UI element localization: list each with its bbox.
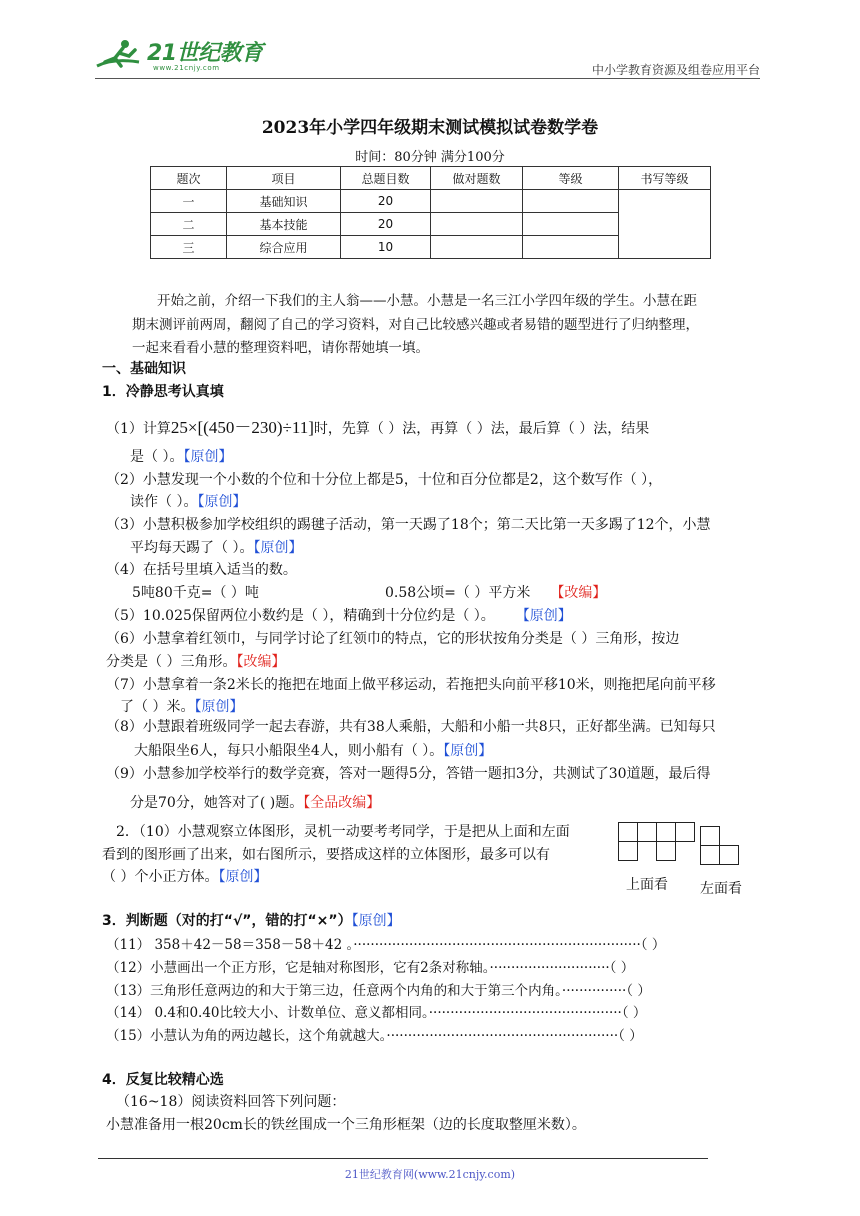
table-cell: 20 — [341, 213, 431, 236]
question-2-cont: 读作（ ）。【原创】 — [130, 494, 247, 510]
tag-original: 【原创】 — [197, 494, 247, 510]
question-4: （4）在括号里填入适当的数。 — [106, 562, 297, 578]
intro-line: 一起来看看小慧的整理资料吧，请你帮她填一填。 — [132, 340, 429, 356]
logo — [95, 36, 265, 76]
table-cell: 综合应用 — [227, 236, 341, 259]
tag-adapted: 【改编】 — [236, 654, 286, 670]
table-cell-input[interactable] — [523, 236, 619, 259]
table-cell: 20 — [341, 190, 431, 213]
top-view-label: 上面看 — [626, 877, 668, 893]
tag-original: 【原创】 — [194, 699, 244, 715]
grid-cell — [618, 822, 638, 842]
table-cell-input[interactable] — [431, 236, 523, 259]
question-2: （2）小慧发现一个小数的个位和十分位上都是5，十位和百分位都是2，这个数写作（ ）， — [106, 472, 663, 488]
table-cell: 三 — [151, 236, 227, 259]
left-view-label: 左面看 — [700, 881, 742, 897]
tag-original: 【原创】 — [183, 449, 233, 465]
intro-line: 期末测评前两周，翻阅了自己的学习资料，对自己比较感兴趣或者易错的题型进行了归纳整理， — [132, 317, 699, 333]
question-6-cont: 分类是（ ）三角形。【改编】 — [106, 654, 286, 670]
page-title: 2023年小学四年级期末测试模拟试卷数学卷 — [261, 118, 599, 138]
table-header-cell: 等级 — [523, 167, 619, 190]
tag-original: 【原创】 — [443, 743, 493, 759]
page-header — [95, 30, 760, 80]
table-row — [151, 190, 711, 213]
judge-item: （14） 0.4和0.40比较大小、计数单位、意义都相同。·············································（ ） — [106, 1005, 647, 1021]
table-cell-input[interactable] — [523, 213, 619, 236]
question-10-cont: 看到的图形画了出来，如右图所示，要搭成这样的立体图形，最多可以有 — [102, 847, 550, 863]
tag-original: 【原创】 — [522, 608, 572, 624]
exam-info: 时间：80分钟 满分100分 — [355, 150, 505, 165]
table-cell-input[interactable] — [431, 190, 523, 213]
logo-text: 21世纪教育 — [147, 41, 263, 66]
table-cell-input[interactable] — [431, 213, 523, 236]
tag-original: 【原创】 — [253, 540, 303, 556]
intro-line: 开始之前，介绍一下我们的主人翁——小慧。小慧是一名三江小学四年级的学生。小慧在距 — [157, 293, 697, 309]
grid-cell — [656, 822, 676, 842]
grid-cell — [618, 841, 638, 861]
question-5: （5）10.025保留两位小数约是（ ），精确到十分位约是（ ）。 【原创】 — [106, 608, 572, 624]
runner-logo-icon — [95, 36, 145, 76]
section-heading: 一、基础知识 — [102, 361, 186, 377]
judge-item: （13）三角形任意两边的和大于第三边，任意两个内角的和大于第三个内角。···············（ ） — [106, 983, 651, 999]
tag-original: 【原创】 — [351, 913, 401, 929]
tag-full-adapted: 【全品改编】 — [303, 795, 381, 811]
grid-cell — [700, 826, 720, 846]
table-cell: 基本技能 — [227, 213, 341, 236]
table-cell-input[interactable] — [523, 190, 619, 213]
math-expression: 25×[(450－230)÷11] — [170, 418, 314, 437]
question-16-text: 小慧准备用一根20cm长的铁丝围成一个三角形框架（边的长度取整厘米数）。 — [106, 1117, 586, 1133]
table-header-row — [151, 167, 711, 190]
question-10-cont: （ ）个小正方体。【原创】 — [102, 869, 268, 885]
logo-url: www.21cnjy.com — [153, 64, 220, 72]
footer-link[interactable]: 21世纪教育网(www.21cnjy.com) — [344, 1168, 516, 1181]
judge-item: （12）小慧画出一个正方形，它是轴对称图形，它有2条对称轴。····························（ ） — [106, 960, 635, 976]
table-cell: 10 — [341, 236, 431, 259]
question-10: 2．（10）小慧观察立体图形，灵机一动要考考同学，于是把从上面和左面 — [116, 824, 570, 840]
question-4-part-2: 0.58公顷=（ ）平方米 【改编】 — [385, 585, 607, 601]
question-8: （8）小慧跟着班级同学一起去春游，共有38人乘船，大船和小船一共8只，正好都坐满。已知每只 — [106, 719, 716, 735]
table-cell: 二 — [151, 213, 227, 236]
question-9: （9）小慧参加学校举行的数学竞赛，答对一题得5分，答错一题扣3分，共测试了30道题，最后得 — [106, 766, 711, 782]
grid-cell — [656, 841, 676, 861]
table-header-cell: 题次 — [151, 167, 227, 190]
grid-cell — [637, 822, 657, 842]
table-header-cell: 做对题数 — [431, 167, 523, 190]
question-7-cont: 了（ ）米。【原创】 — [120, 699, 244, 715]
header-divider — [95, 78, 760, 79]
question-3-cont: 平均每天踢了（ ）。【原创】 — [130, 540, 303, 556]
question-group-title: 3．判断题（对的打“√”，错的打“×”）【原创】 — [102, 913, 401, 929]
grid-cell — [675, 822, 695, 842]
question-9-cont: 分是70分，她答对了( )题。【全品改编】 — [130, 795, 381, 811]
question-7: （7）小慧拿着一条2米长的拖把在地面上做平移运动，若拖把头向前平移10米，则拖把尾向前平移 — [106, 677, 716, 693]
grid-cell — [719, 845, 739, 865]
table-header-cell: 书写等级 — [619, 167, 711, 190]
question-group-title: 4．反复比较精心选 — [102, 1072, 224, 1088]
table-header-cell: 总题目数 — [341, 167, 431, 190]
platform-label: 中小学教育资源及组卷应用平台 — [591, 63, 760, 77]
question-group-title: 1．冷静思考认真填 — [102, 384, 224, 400]
grid-cell — [700, 845, 720, 865]
question-6: （6）小慧拿着红领巾，与同学讨论了红领巾的特点，它的形状按角分类是（ ）三角形，按边 — [106, 631, 680, 647]
table-cell: 一 — [151, 190, 227, 213]
table-cell: 基础知识 — [227, 190, 341, 213]
question-3: （3）小慧积极参加学校组织的踢毽子活动，第一天踢了18个；第二天比第一天多踢了12个，小慧 — [106, 517, 711, 533]
question-4-part-1: 5吨80千克=（ ）吨 — [132, 585, 259, 601]
judge-item: （15）小慧认为角的两边越长，这个角就越大。······················································（ ） — [106, 1028, 643, 1044]
judge-item: （11） 358＋42－58＝358－58＋42 。···································································（ ） — [106, 937, 666, 953]
table-cell-input[interactable] — [619, 190, 711, 259]
question-1-cont: 是（ ）。【原创】 — [130, 449, 233, 465]
score-table — [150, 166, 711, 259]
question-8-cont: 大船限坐6人，每只小船限坐4人，则小船有（ ）。【原创】 — [134, 743, 493, 759]
question-16-intro: （16~18）阅读资料回答下列问题： — [116, 1094, 346, 1110]
footer-divider — [98, 1158, 708, 1159]
tag-adapted: 【改编】 — [550, 585, 607, 601]
tag-original: 【原创】 — [218, 869, 268, 885]
table-header-cell: 项目 — [227, 167, 341, 190]
question-1: （1）计算25×[(450－230)÷11]时，先算（ ）法，再算（ ）法，最后算（ ）法，结果 — [106, 418, 650, 437]
